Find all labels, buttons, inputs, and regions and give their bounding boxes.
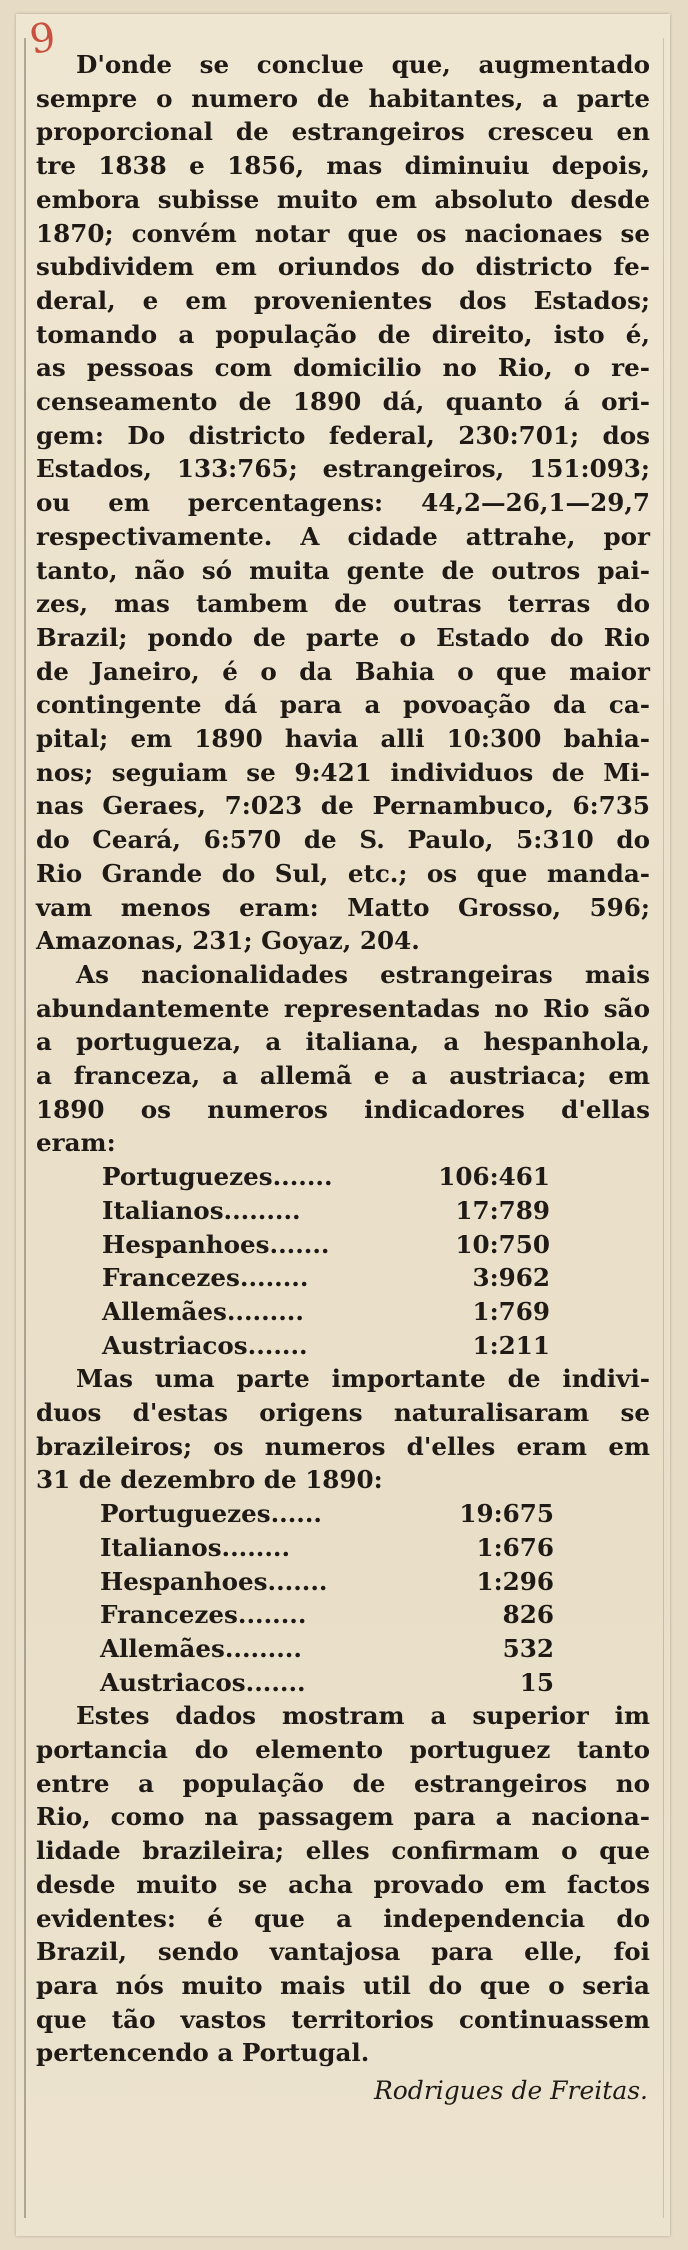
text-line: as pessoas com domicilio no Rio, o re- bbox=[36, 353, 650, 383]
text-line: portancia do elemento portuguez tanto bbox=[36, 1735, 650, 1764]
count-value: 17:789 bbox=[455, 1195, 550, 1225]
text-line: brazileiros; os numeros d'elles eram em bbox=[36, 1431, 650, 1461]
text-line: a franceza, a allemã e a austriaca; em bbox=[36, 1061, 650, 1090]
text-line: eram: bbox=[36, 1128, 116, 1158]
text-line: entre a população de estrangeiros no bbox=[36, 1768, 650, 1798]
table-row bbox=[86, 1632, 646, 1666]
text-line: 31 de dezembro de 1890: bbox=[36, 1465, 383, 1495]
text-line: desde muito se acha provado em factos bbox=[36, 1869, 650, 1899]
newspaper-clipping bbox=[16, 14, 670, 2236]
nationality-label: Francezes........ bbox=[102, 1263, 309, 1293]
text-line: do Ceará, 6:570 de S. Paulo, 5:310 do bbox=[36, 825, 650, 855]
text-line: tomando a população de direito, isto é, bbox=[36, 319, 650, 349]
count-value: 1:296 bbox=[476, 1566, 554, 1596]
text-line: abundantemente representadas no Rio são bbox=[36, 993, 650, 1023]
text-line: evidentes: é que a independencia do bbox=[36, 1903, 650, 1933]
count-value: 106:461 bbox=[438, 1162, 550, 1192]
text-line: contingente dá para a povoação da ca- bbox=[36, 690, 650, 720]
table-row bbox=[86, 1295, 646, 1329]
text-line: zes, mas tambem de outras terras do bbox=[36, 589, 650, 619]
nationality-label: Hespanhoes....... bbox=[102, 1229, 330, 1259]
table-row bbox=[86, 1666, 646, 1700]
text-line: tre 1838 e 1856, mas diminuiu depois, bbox=[36, 151, 650, 181]
count-value: 1:769 bbox=[472, 1296, 550, 1326]
nationality-label: Allemães......... bbox=[102, 1296, 304, 1326]
nationality-label: Italianos........ bbox=[100, 1532, 291, 1562]
table-row bbox=[86, 1194, 646, 1228]
text-line: para nós muito mais util do que o seria bbox=[36, 1970, 650, 2000]
text-line: subdividem em oriundos do districto fe- bbox=[36, 252, 650, 282]
count-value: 1:211 bbox=[472, 1330, 550, 1360]
text-line: nas Geraes, 7:023 de Pernambuco, 6:735 bbox=[36, 791, 650, 821]
table-row bbox=[86, 1598, 646, 1632]
table-row bbox=[86, 1565, 646, 1599]
text-line: proporcional de estrangeiros cresceu en bbox=[36, 117, 650, 147]
text-line: Brazil, sendo vantajosa para elle, foi bbox=[36, 1937, 650, 1967]
text-line: nos; seguiam se 9:421 individuos de Mi- bbox=[36, 757, 650, 787]
text-line: censeamento de 1890 dá, quanto á ori- bbox=[36, 387, 650, 416]
text-line: lidade brazileira; elles confirmam o que bbox=[36, 1836, 650, 1866]
table-row bbox=[86, 1160, 646, 1194]
text-line: que tão vastos territorios continuassem bbox=[36, 2004, 650, 2034]
text-line: As nacionalidades estrangeiras mais bbox=[76, 959, 650, 989]
text-line: respectivamente. A cidade attrahe, por bbox=[36, 521, 650, 551]
text-line: 1870; convém notar que os nacionaes se bbox=[36, 218, 650, 248]
text-line: Estes dados mostram a superior im bbox=[76, 1701, 650, 1731]
nationality-label: Francezes........ bbox=[100, 1600, 307, 1630]
text-line: Rio, como na passagem para a naciona- bbox=[36, 1802, 650, 1832]
count-value: 10:750 bbox=[455, 1229, 550, 1259]
table-row bbox=[86, 1261, 646, 1295]
text-line: Brazil; pondo de parte o Estado do Rio bbox=[36, 622, 650, 652]
count-value: 19:675 bbox=[459, 1499, 554, 1529]
count-value: 3:962 bbox=[472, 1263, 550, 1293]
table-row bbox=[86, 1329, 646, 1363]
table-row bbox=[86, 1497, 646, 1531]
nationality-label: Hespanhoes....... bbox=[100, 1566, 328, 1596]
handwritten-number-mark: 9 bbox=[26, 14, 59, 64]
text-line: D'onde se conclue que, augmentado bbox=[76, 50, 650, 79]
text-line: Rio Grande do Sul, etc.; os que manda- bbox=[36, 858, 650, 888]
count-value: 826 bbox=[502, 1600, 554, 1630]
text-line: Estados, 133:765; estrangeiros, 151:093; bbox=[36, 454, 650, 484]
text-line: vam menos eram: Matto Grosso, 596; bbox=[36, 892, 650, 922]
count-value: 15 bbox=[519, 1667, 554, 1697]
table-row bbox=[86, 1531, 646, 1565]
nationality-label: Austriacos....... bbox=[100, 1667, 306, 1697]
text-line: duos d'estas origens naturalisaram se bbox=[36, 1398, 650, 1427]
text-line: a portugueza, a italiana, a hespanhola, bbox=[36, 1027, 650, 1057]
text-line: deral, e em provenientes dos Estados; bbox=[36, 285, 650, 315]
count-value: 532 bbox=[502, 1633, 554, 1663]
count-value: 1:676 bbox=[476, 1532, 554, 1562]
text-line: de Janeiro, é o da Bahia o que maior bbox=[36, 656, 650, 686]
text-line: tanto, não só muita gente de outros pai- bbox=[36, 555, 650, 585]
text-line: ou em percentagens: 44,2—26,1—29,7 bbox=[36, 488, 650, 518]
nationality-label: Portuguezes....... bbox=[102, 1162, 333, 1192]
text-line: pertencendo a Portugal. bbox=[36, 2038, 370, 2068]
text-line: Mas uma parte importante de indivi- bbox=[76, 1364, 650, 1394]
nationality-label: Allemães......... bbox=[100, 1633, 302, 1663]
text-line: pital; em 1890 havia alli 10:300 bahia- bbox=[36, 724, 650, 753]
text-line: gem: Do districto federal, 230:701; dos bbox=[36, 420, 650, 450]
author-signature: Rodrigues de Freitas. bbox=[373, 2076, 648, 2105]
nationality-label: Austriacos....... bbox=[102, 1330, 308, 1360]
text-line: sempre o numero de habitantes, a parte bbox=[36, 83, 650, 113]
article-body bbox=[16, 14, 670, 2236]
text-line: Amazonas, 231; Goyaz, 204. bbox=[36, 926, 420, 956]
text-line: embora subisse muito em absoluto desde bbox=[36, 184, 650, 214]
nationality-label: Italianos......... bbox=[102, 1195, 301, 1225]
nationality-label: Portuguezes...... bbox=[100, 1499, 322, 1529]
table-row bbox=[86, 1228, 646, 1262]
text-line: 1890 os numeros indicadores d'ellas bbox=[36, 1094, 650, 1124]
